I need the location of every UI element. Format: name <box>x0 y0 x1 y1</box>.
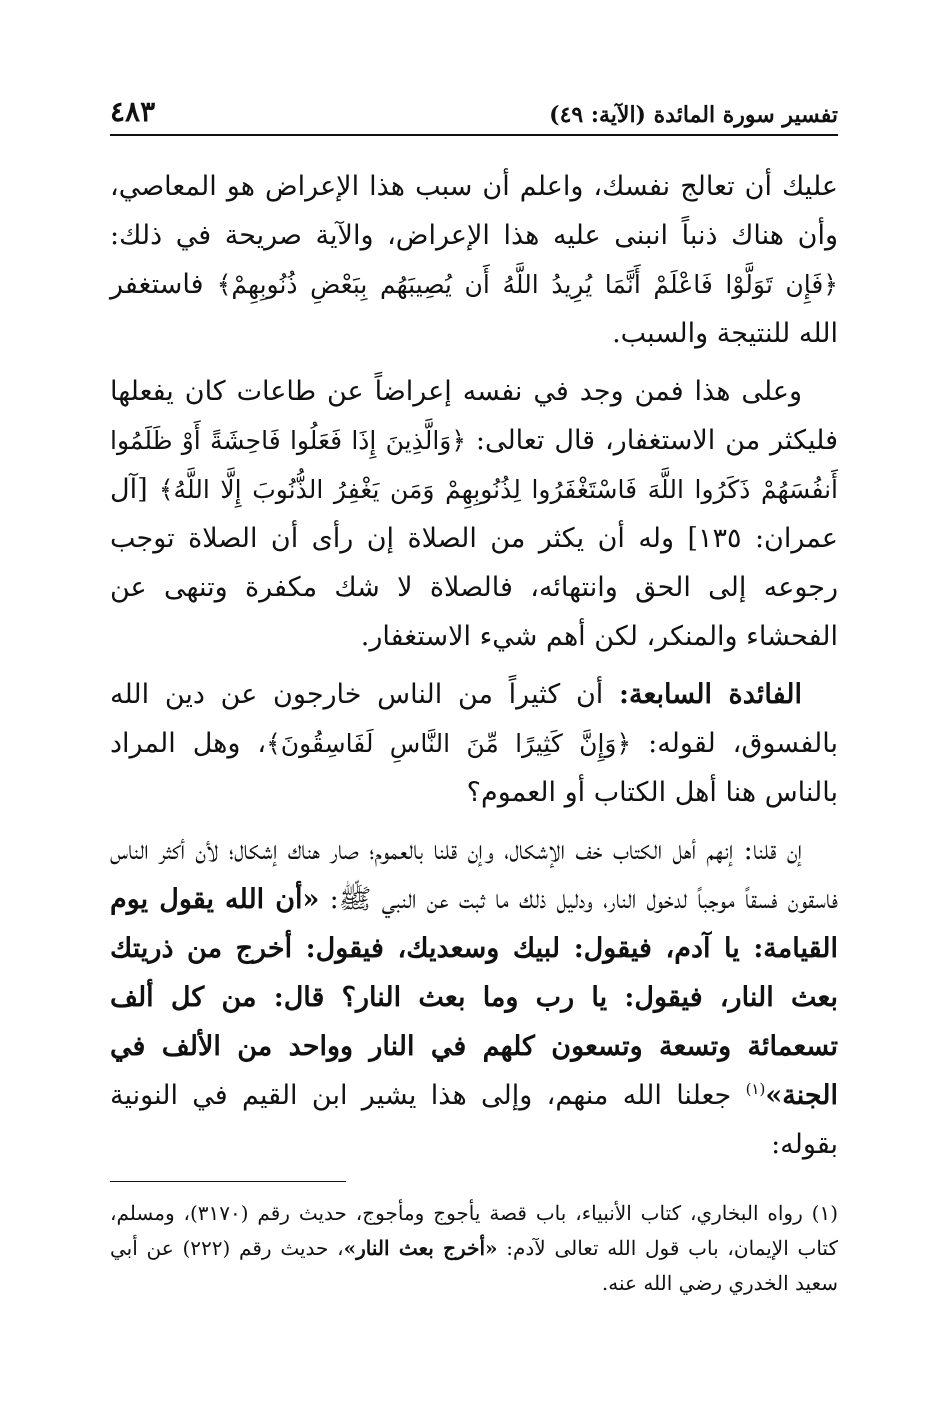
footnote-reference[interactable]: (١) <box>745 1080 766 1098</box>
paragraph-3-text-b: ، وهل المراد بالناس هنا أهل الكتاب أو العموم؟ <box>110 728 838 808</box>
paragraph-1-verse: ﴿فَإِن تَوَلَّوْا فَاعْلَمْ أَنَّمَا يُرِيدُ اللَّهُ أَن يُصِيبَهُم بِبَعْضِ ذُنُوبِهِمْ﴾ <box>216 270 838 299</box>
paragraph-2-text-b: [آل عمران: ١٣٥] وله أن يكثر من الصلاة إن رأى أن الصلاة توجب رجوعه إلى الحق وانتهائه، فالصلاة لا شك مكفرة وتنهى عن الفحشاء والمنكر، لكن أهم شيء الاستغفار. <box>110 474 838 652</box>
paragraph-2-verse: ﴿وَالَّذِينَ إِذَا فَعَلُوا فَاحِشَةً أَوْ ظَلَمُوا أَنفُسَهُمْ ذَكَرُوا اللَّهَ فَاسْتَغْفَرُوا لِذُنُوبِهِمْ وَمَن يَغْفِرُ الذُّنُوبَ إِلَّا اللَّهُ﴾ <box>110 426 838 504</box>
paragraph-3-verse: ﴿وَإِنَّ كَثِيرًا مِّنَ النَّاسِ لَفَاسِقُونَ﴾ <box>266 729 632 758</box>
paragraph-2-text-a: وعلى هذا فمن وجد في نفسه إعراضاً عن طاعات كان يفعلها فليكثر من الاستغفار، قال تعالى: <box>110 376 838 456</box>
footnote-rule <box>110 1181 346 1182</box>
running-title: تفسير سورة المائدة (الآية: ٤٩) <box>549 102 838 128</box>
book-page <box>110 88 838 1348</box>
paragraph-4-text-b: جعلنا الله منهم، وإلى هذا يشير ابن القيم في النونية بقوله: <box>110 1080 838 1160</box>
paragraph-3 <box>110 670 838 817</box>
page-header <box>110 88 838 128</box>
page-number: ٤٨٣ <box>110 95 156 128</box>
footnote-text-a: (١) رواه البخاري، كتاب الأنبياء، باب قصة يأجوج ومأجوج، حديث رقم (٣١٧٠)، ومسلم، كتاب الإيمان، باب قول الله تعالى لآدم: <box>110 1201 838 1260</box>
paragraph-1-text-a: عليك أن تعالج نفسك، واعلم أن سبب هذا الإعراض هو المعاصي، وأن هناك ذنباً انبنى عليه هذا الإعراض، والآية صريحة في ذلك: <box>110 171 838 251</box>
paragraph-1 <box>110 162 838 358</box>
hadith-quote: «أن الله يقول يوم القيامة: يا آدم، فيقول: لبيك وسعديك، فيقول: أخرج من ذريتك بعث النار، فيقول: يا رب وما بعث النار؟ قال: من كل ألف تسعمائة وتسعة وتسعون كلهم في النار وواحد من الألف في الجنة» <box>110 884 838 1111</box>
paragraph-3-text-a: أن كثيراً من الناس خارجون عن دين الله بالفسوق، لقوله: <box>110 679 838 759</box>
paragraph-4-text-a: إن قلنا: إنهم أهل الكتاب خف الإشكال، وإن قلنا بالعموم؛ صار هناك إشكال؛ لأن أكثر الناس فاسقون فسقاً موجباً لدخول النار، ودليل ذلك ما ثبت عن النبي ﷺ: <box>110 835 838 915</box>
paragraph-4 <box>110 826 838 1169</box>
footnote-text-b: ، حديث رقم (٢٢٢) عن أبي سعيد الخدري رضي الله عنه. <box>110 1236 838 1295</box>
footnote <box>110 1196 838 1301</box>
benefit-label: الفائدة السابعة: <box>619 679 803 710</box>
paragraph-1-text-b: فاستغفر الله للنتيجة والسبب. <box>110 269 838 349</box>
footnote-bold-quote: «أخرج بعث النار» <box>343 1236 498 1260</box>
paragraph-2 <box>110 367 838 661</box>
page-body <box>110 162 838 1169</box>
header-rule <box>110 134 838 136</box>
